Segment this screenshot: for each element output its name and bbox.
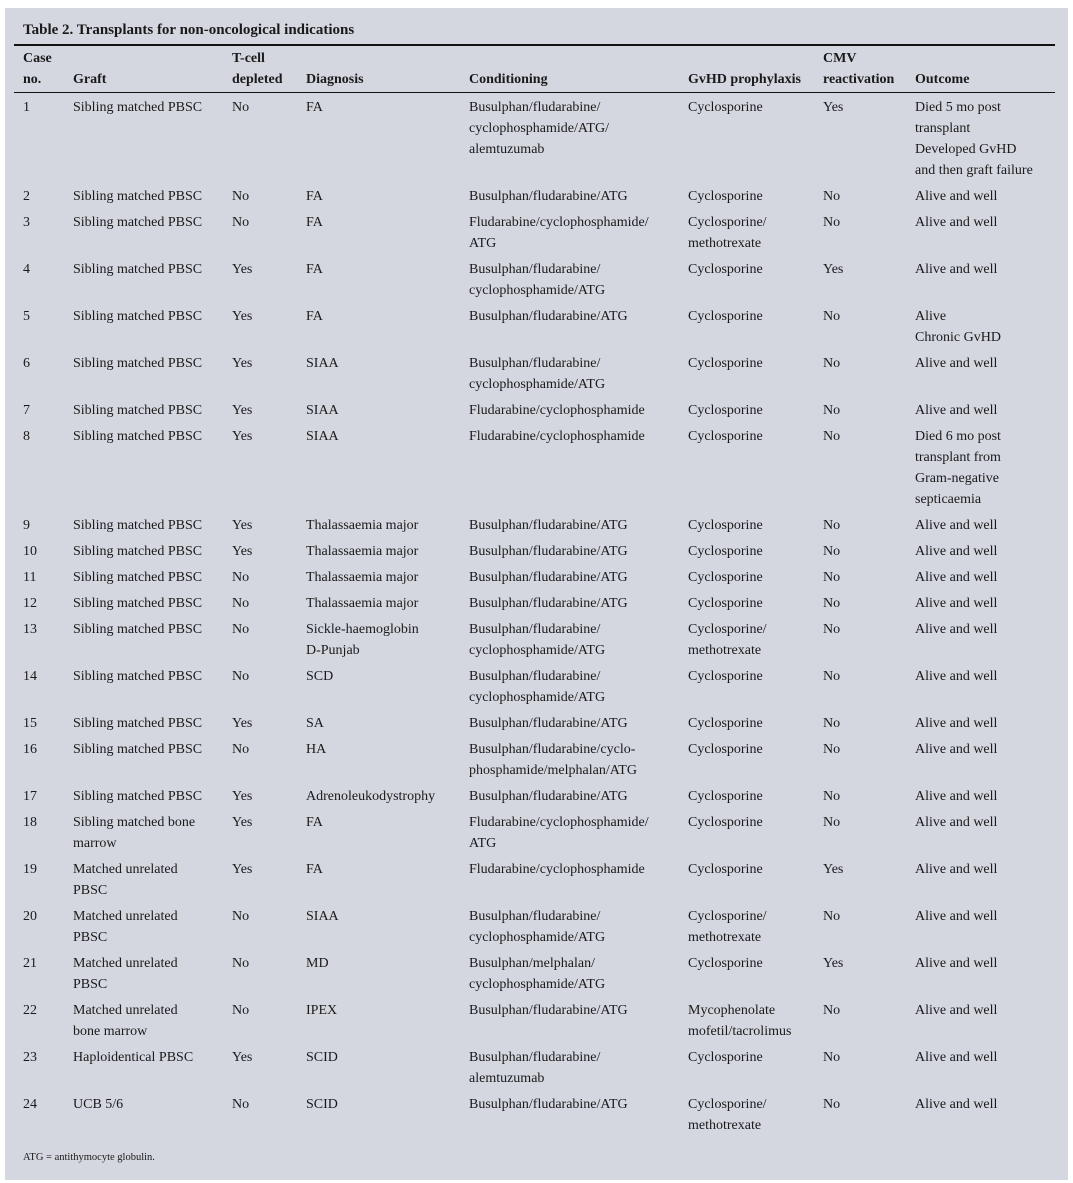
cell-conditioning: Busulphan/fludarabine/ATG <box>469 544 628 559</box>
cell-outcome: Alive and well <box>915 956 998 971</box>
cell-outcome: Alive and well <box>915 622 998 637</box>
table-row <box>14 782 1055 808</box>
cell-cmv-reactivation: No <box>823 596 841 611</box>
cell-cmv-reactivation: No <box>823 1097 841 1112</box>
cell-cmv-reactivation: Yes <box>823 862 844 877</box>
cell-gvhd-prophylaxis: Cyclosporine <box>688 544 763 559</box>
cell-diagnosis: Adrenoleukodystrophy <box>306 789 436 804</box>
cell-gvhd-prophylaxis: Cyclosporine <box>688 1050 763 1065</box>
cell-t-cell-depleted: No <box>232 1003 250 1018</box>
cell-graft: Sibling matched PBSC <box>73 262 203 277</box>
table-row <box>14 615 1055 662</box>
cell-outcome: Alive and well <box>915 570 998 585</box>
cell-outcome: Alive and well <box>915 544 998 559</box>
cell-cmv-reactivation: No <box>823 189 841 204</box>
cell-case-no: 18 <box>23 815 37 830</box>
cell-diagnosis: Thalassaemia major <box>306 518 419 533</box>
cell-cmv-reactivation: No <box>823 309 841 324</box>
table-row <box>14 1090 1055 1137</box>
cell-diagnosis: SCID <box>306 1050 338 1065</box>
cell-case-no: 14 <box>23 669 37 684</box>
cell-conditioning: Fludarabine/cyclophosphamide <box>469 403 645 418</box>
cell-outcome: Alive and well <box>915 742 998 757</box>
cell-diagnosis: SIAA <box>306 356 339 371</box>
cell-graft: Sibling matched PBSC <box>73 429 203 444</box>
cell-gvhd-prophylaxis: Cyclosporine <box>688 403 763 418</box>
cell-conditioning: Busulphan/fludarabine/ATG <box>469 789 628 804</box>
cell-t-cell-depleted: No <box>232 1097 250 1112</box>
cell-outcome: Died 5 mo post transplant Developed GvHD and then graft failure <box>915 100 1033 178</box>
cell-outcome: Alive and well <box>915 262 998 277</box>
cell-cmv-reactivation: Yes <box>823 956 844 971</box>
cell-graft: Sibling matched PBSC <box>73 742 203 757</box>
cell-gvhd-prophylaxis: Cyclosporine <box>688 189 763 204</box>
table-row <box>14 563 1055 589</box>
table-row <box>14 208 1055 255</box>
cell-outcome: Died 6 mo post transplant from Gram-negative septicaemia <box>915 429 1001 507</box>
table-row <box>14 302 1055 349</box>
cell-gvhd-prophylaxis: Cyclosporine <box>688 956 763 971</box>
cell-gvhd-prophylaxis: Cyclosporine <box>688 262 763 277</box>
table-row <box>14 182 1055 208</box>
cell-cmv-reactivation: No <box>823 1003 841 1018</box>
table-row <box>14 808 1055 855</box>
cell-graft: Sibling matched PBSC <box>73 100 203 115</box>
cell-outcome: Alive and well <box>915 862 998 877</box>
cell-graft: Sibling matched PBSC <box>73 570 203 585</box>
cell-graft: Matched unrelated PBSC <box>73 862 178 898</box>
cell-t-cell-depleted: No <box>232 669 250 684</box>
cell-gvhd-prophylaxis: Cyclosporine <box>688 356 763 371</box>
table-row <box>14 855 1055 902</box>
table-row <box>14 949 1055 996</box>
cell-case-no: 5 <box>23 309 30 324</box>
cell-case-no: 1 <box>23 100 30 115</box>
cell-graft: Sibling matched PBSC <box>73 596 203 611</box>
cell-t-cell-depleted: Yes <box>232 789 253 804</box>
cell-conditioning: Busulphan/fludarabine/ATG <box>469 189 628 204</box>
table-row <box>14 735 1055 782</box>
cell-conditioning: Busulphan/fludarabine/ cyclophosphamide/ATG <box>469 909 606 945</box>
cell-case-no: 6 <box>23 356 30 371</box>
cell-graft: Sibling matched PBSC <box>73 189 203 204</box>
cell-conditioning: Busulphan/fludarabine/ cyclophosphamide/ATG <box>469 262 606 298</box>
cell-t-cell-depleted: Yes <box>232 309 253 324</box>
cell-t-cell-depleted: No <box>232 909 250 924</box>
cell-case-no: 17 <box>23 789 37 804</box>
cell-diagnosis: FA <box>306 189 323 204</box>
column-header-t-cell-depleted: T-cell depleted <box>232 48 306 93</box>
cell-cmv-reactivation: No <box>823 1050 841 1065</box>
cell-outcome: Alive and well <box>915 1097 998 1112</box>
cell-case-no: 7 <box>23 403 30 418</box>
cell-gvhd-prophylaxis: Cyclosporine <box>688 815 763 830</box>
cell-case-no: 2 <box>23 189 30 204</box>
table-row <box>14 589 1055 615</box>
cell-conditioning: Busulphan/melphalan/ cyclophosphamide/ATG <box>469 956 606 992</box>
cell-t-cell-depleted: No <box>232 189 250 204</box>
table-row <box>14 255 1055 302</box>
cell-gvhd-prophylaxis: Cyclosporine/ methotrexate <box>688 909 767 945</box>
cell-cmv-reactivation: No <box>823 403 841 418</box>
cell-graft: Matched unrelated bone marrow <box>73 1003 178 1039</box>
cell-conditioning: Busulphan/fludarabine/ATG <box>469 1003 628 1018</box>
cell-diagnosis: IPEX <box>306 1003 338 1018</box>
cell-case-no: 21 <box>23 956 37 971</box>
cell-conditioning: Busulphan/fludarabine/ATG <box>469 570 628 585</box>
cell-graft: Sibling matched PBSC <box>73 356 203 371</box>
cell-diagnosis: SA <box>306 716 324 731</box>
column-header-outcome: Outcome <box>915 48 1055 93</box>
cell-case-no: 13 <box>23 622 37 637</box>
cell-graft: Sibling matched PBSC <box>73 669 203 684</box>
cell-graft: Sibling matched PBSC <box>73 518 203 533</box>
cell-case-no: 10 <box>23 544 37 559</box>
cell-outcome: Alive and well <box>915 189 998 204</box>
cell-gvhd-prophylaxis: Cyclosporine <box>688 669 763 684</box>
cell-diagnosis: HA <box>306 742 327 757</box>
cell-outcome: Alive and well <box>915 1050 998 1065</box>
cell-gvhd-prophylaxis: Cyclosporine <box>688 742 763 757</box>
column-header-cmv-reactivation: CMV reactivation <box>823 48 915 93</box>
cell-cmv-reactivation: No <box>823 544 841 559</box>
cell-cmv-reactivation: No <box>823 518 841 533</box>
cell-cmv-reactivation: No <box>823 429 841 444</box>
cell-graft: Sibling matched PBSC <box>73 403 203 418</box>
cell-conditioning: Fludarabine/cyclophosphamide/ ATG <box>469 815 649 851</box>
cell-graft: Haploidentical PBSC <box>73 1050 194 1065</box>
cell-graft: Sibling matched PBSC <box>73 544 203 559</box>
cell-cmv-reactivation: No <box>823 669 841 684</box>
cell-t-cell-depleted: No <box>232 956 250 971</box>
cell-conditioning: Fludarabine/cyclophosphamide <box>469 862 645 877</box>
table-row <box>14 1043 1055 1090</box>
table-row <box>14 396 1055 422</box>
cell-diagnosis: Thalassaemia major <box>306 596 419 611</box>
cell-outcome: Alive and well <box>915 215 998 230</box>
cell-graft: Sibling matched PBSC <box>73 309 203 324</box>
table-row <box>14 422 1055 511</box>
cell-gvhd-prophylaxis: Cyclosporine <box>688 789 763 804</box>
cell-diagnosis: FA <box>306 862 323 877</box>
transplants-table <box>14 48 1055 1137</box>
cell-outcome: Alive and well <box>915 716 998 731</box>
cell-gvhd-prophylaxis: Cyclosporine <box>688 596 763 611</box>
header-row <box>14 48 1055 93</box>
table-row <box>14 709 1055 735</box>
table-row <box>14 996 1055 1043</box>
cell-gvhd-prophylaxis: Cyclosporine <box>688 429 763 444</box>
table-row <box>14 537 1055 563</box>
table-row <box>14 902 1055 949</box>
cell-diagnosis: SCID <box>306 1097 338 1112</box>
cell-case-no: 22 <box>23 1003 37 1018</box>
cell-graft: UCB 5/6 <box>73 1097 124 1112</box>
table-body <box>14 93 1055 1138</box>
cell-diagnosis: FA <box>306 262 323 277</box>
cell-t-cell-depleted: Yes <box>232 518 253 533</box>
cell-conditioning: Busulphan/fludarabine/ alemtuzumab <box>469 1050 601 1086</box>
cell-case-no: 19 <box>23 862 37 877</box>
cell-cmv-reactivation: Yes <box>823 100 844 115</box>
column-header-diagnosis: Diagnosis <box>306 48 469 93</box>
cell-case-no: 4 <box>23 262 30 277</box>
cell-conditioning: Busulphan/fludarabine/ATG <box>469 309 628 324</box>
cell-graft: Matched unrelated PBSC <box>73 909 178 945</box>
cell-cmv-reactivation: No <box>823 909 841 924</box>
cell-graft: Matched unrelated PBSC <box>73 956 178 992</box>
cell-graft: Sibling matched bone marrow <box>73 815 196 851</box>
cell-gvhd-prophylaxis: Cyclosporine <box>688 100 763 115</box>
cell-conditioning: Busulphan/fludarabine/ cyclophosphamide/ATG/ alemtuzumab <box>469 100 609 157</box>
cell-t-cell-depleted: No <box>232 100 250 115</box>
column-header-conditioning: Conditioning <box>469 48 688 93</box>
cell-t-cell-depleted: Yes <box>232 1050 253 1065</box>
cell-t-cell-depleted: Yes <box>232 403 253 418</box>
cell-t-cell-depleted: Yes <box>232 356 253 371</box>
cell-case-no: 8 <box>23 429 30 444</box>
cell-conditioning: Fludarabine/cyclophosphamide <box>469 429 645 444</box>
cell-diagnosis: SCD <box>306 669 334 684</box>
cell-gvhd-prophylaxis: Cyclosporine <box>688 309 763 324</box>
cell-diagnosis: SIAA <box>306 429 339 444</box>
cell-conditioning: Fludarabine/cyclophosphamide/ ATG <box>469 215 649 251</box>
cell-cmv-reactivation: Yes <box>823 262 844 277</box>
cell-diagnosis: SIAA <box>306 403 339 418</box>
cell-case-no: 15 <box>23 716 37 731</box>
cell-diagnosis: FA <box>306 815 323 830</box>
cell-outcome: Alive and well <box>915 789 998 804</box>
cell-t-cell-depleted: No <box>232 742 250 757</box>
cell-t-cell-depleted: No <box>232 596 250 611</box>
cell-graft: Sibling matched PBSC <box>73 716 203 731</box>
cell-case-no: 3 <box>23 215 30 230</box>
cell-outcome: Alive and well <box>915 518 998 533</box>
cell-outcome: Alive and well <box>915 815 998 830</box>
cell-case-no: 16 <box>23 742 37 757</box>
cell-case-no: 12 <box>23 596 37 611</box>
cell-outcome: Alive and well <box>915 356 998 371</box>
table-row <box>14 349 1055 396</box>
cell-conditioning: Busulphan/fludarabine/ cyclophosphamide/ATG <box>469 622 606 658</box>
table-row <box>14 93 1055 183</box>
column-header-graft: Graft <box>73 48 232 93</box>
cell-graft: Sibling matched PBSC <box>73 215 203 230</box>
cell-diagnosis: FA <box>306 215 323 230</box>
cell-diagnosis: MD <box>306 956 329 971</box>
cell-t-cell-depleted: Yes <box>232 544 253 559</box>
cell-case-no: 23 <box>23 1050 37 1065</box>
cell-conditioning: Busulphan/fludarabine/ATG <box>469 716 628 731</box>
cell-outcome: Alive and well <box>915 909 998 924</box>
cell-conditioning: Busulphan/fludarabine/ cyclophosphamide/ATG <box>469 669 606 705</box>
cell-outcome: Alive and well <box>915 403 998 418</box>
cell-cmv-reactivation: No <box>823 789 841 804</box>
cell-diagnosis: Thalassaemia major <box>306 544 419 559</box>
table-panel <box>5 8 1068 1180</box>
cell-conditioning: Busulphan/fludarabine/ATG <box>469 1097 628 1112</box>
cell-graft: Sibling matched PBSC <box>73 789 203 804</box>
cell-case-no: 24 <box>23 1097 37 1112</box>
cell-outcome: Alive and well <box>915 596 998 611</box>
table-title: Table 2. Transplants for non-oncological indications <box>23 22 355 38</box>
cell-gvhd-prophylaxis: Cyclosporine <box>688 716 763 731</box>
column-header-case-no: Case no. <box>14 48 73 93</box>
cell-case-no: 20 <box>23 909 37 924</box>
cell-gvhd-prophylaxis: Cyclosporine/ methotrexate <box>688 1097 767 1133</box>
cell-gvhd-prophylaxis: Mycophenolate mofetil/tacrolimus <box>688 1003 792 1039</box>
cell-t-cell-depleted: Yes <box>232 815 253 830</box>
cell-t-cell-depleted: Yes <box>232 262 253 277</box>
cell-outcome: Alive and well <box>915 669 998 684</box>
table-row <box>14 662 1055 709</box>
footnote: ATG = antithymocyte globulin. <box>23 1152 155 1163</box>
cell-outcome: Alive Chronic GvHD <box>915 309 1001 345</box>
cell-t-cell-depleted: Yes <box>232 429 253 444</box>
cell-conditioning: Busulphan/fludarabine/ATG <box>469 518 628 533</box>
cell-t-cell-depleted: Yes <box>232 716 253 731</box>
cell-cmv-reactivation: No <box>823 742 841 757</box>
cell-case-no: 11 <box>23 570 37 585</box>
cell-diagnosis: Thalassaemia major <box>306 570 419 585</box>
top-rule <box>14 44 1055 46</box>
cell-cmv-reactivation: No <box>823 716 841 731</box>
column-header-gvhd-prophylaxis: GvHD prophylaxis <box>688 48 823 93</box>
cell-t-cell-depleted: Yes <box>232 862 253 877</box>
cell-gvhd-prophylaxis: Cyclosporine/ methotrexate <box>688 215 767 251</box>
cell-diagnosis: FA <box>306 309 323 324</box>
table-row <box>14 511 1055 537</box>
cell-diagnosis: SIAA <box>306 909 339 924</box>
cell-graft: Sibling matched PBSC <box>73 622 203 637</box>
cell-t-cell-depleted: No <box>232 622 250 637</box>
cell-diagnosis: FA <box>306 100 323 115</box>
cell-conditioning: Busulphan/fludarabine/ATG <box>469 596 628 611</box>
cell-cmv-reactivation: No <box>823 215 841 230</box>
cell-gvhd-prophylaxis: Cyclosporine <box>688 862 763 877</box>
cell-cmv-reactivation: No <box>823 570 841 585</box>
cell-cmv-reactivation: No <box>823 622 841 637</box>
cell-gvhd-prophylaxis: Cyclosporine <box>688 518 763 533</box>
cell-cmv-reactivation: No <box>823 356 841 371</box>
cell-gvhd-prophylaxis: Cyclosporine <box>688 570 763 585</box>
cell-outcome: Alive and well <box>915 1003 998 1018</box>
cell-conditioning: Busulphan/fludarabine/cyclo- phosphamide/melphalan/ATG <box>469 742 637 778</box>
cell-gvhd-prophylaxis: Cyclosporine/ methotrexate <box>688 622 767 658</box>
cell-t-cell-depleted: No <box>232 215 250 230</box>
cell-conditioning: Busulphan/fludarabine/ cyclophosphamide/ATG <box>469 356 606 392</box>
cell-case-no: 9 <box>23 518 30 533</box>
cell-diagnosis: Sickle-haemoglobin D-Punjab <box>306 622 419 658</box>
cell-cmv-reactivation: No <box>823 815 841 830</box>
cell-t-cell-depleted: No <box>232 570 250 585</box>
